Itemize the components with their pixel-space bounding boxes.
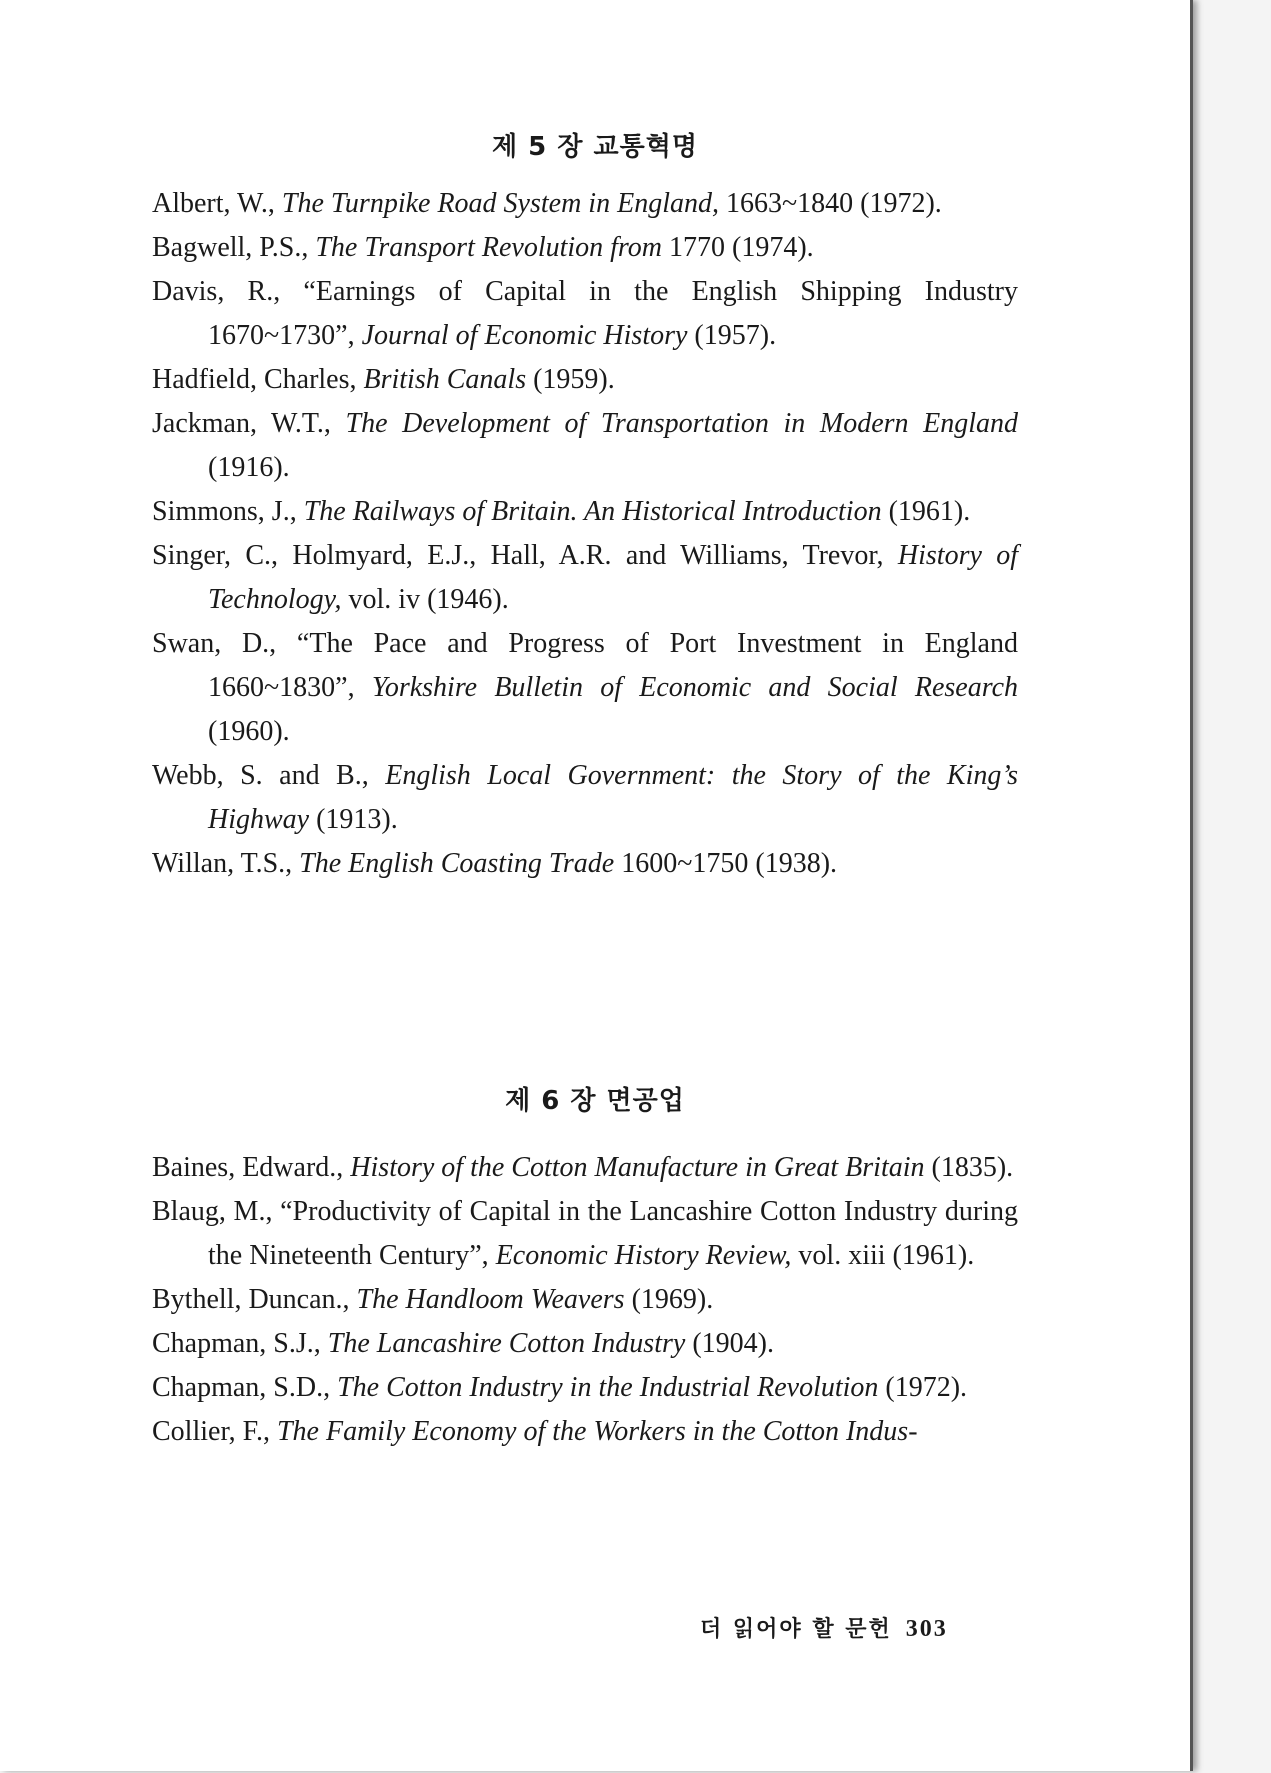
bib-entry: Blaug, M., “Productivity of Capital in the Lancashire Cotton Industry during the Nineteenth Century”, Economic History Review, vol. xiii (1961).	[152, 1196, 1018, 1271]
bib-entry: Simmons, J., The Railways of Britain. An Historical Introduction (1961).	[152, 496, 971, 527]
bib-entry: Chapman, S.J., The Lancashire Cotton Industry (1904).	[152, 1328, 774, 1359]
page-number: 303	[905, 1616, 948, 1642]
bib-entry: Albert, W., The Turnpike Road System in England, 1663~1840 (1972).	[152, 188, 942, 219]
bibliography-list-chapter-5	[152, 182, 1018, 886]
bibliography-list-chapter-6	[152, 1146, 1018, 1454]
bib-entry: Jackman, W.T., The Development of Transportation in Modern England (1916).	[152, 408, 1018, 483]
chapter-6-heading: 제 6 장 면공업	[505, 1086, 685, 1116]
bib-entry: Swan, D., “The Pace and Progress of Port Investment in England 1660~1830”, Yorkshire Bulletin of Economic and Social Research (1960).	[152, 628, 1018, 747]
bib-entry: Bagwell, P.S., The Transport Revolution from 1770 (1974).	[152, 232, 814, 263]
bib-entry: Bythell, Duncan., The Handloom Weavers (1969).	[152, 1284, 714, 1315]
bib-entry: Singer, C., Holmyard, E.J., Hall, A.R. and Williams, Trevor, History of Technology, vol. iv (1946).	[152, 540, 1019, 615]
bib-entry: Baines, Edward., History of the Cotton Manufacture in Great Britain (1835).	[152, 1152, 1014, 1183]
bib-entry: Collier, F., The Family Economy of the Workers in the Cotton Indus-	[152, 1416, 918, 1447]
running-footer	[700, 1612, 948, 1643]
bib-entry: Webb, S. and B., English Local Government: the Story of the King’s Highway (1913).	[152, 760, 1018, 835]
bib-entry: Hadfield, Charles, British Canals (1959).	[152, 364, 615, 395]
bib-entry: Chapman, S.D., The Cotton Industry in the Industrial Revolution (1972).	[152, 1372, 968, 1403]
footer-title: 더 읽어야 할 문헌	[700, 1616, 892, 1642]
bib-entry: Willan, T.S., The English Coasting Trade 1600~1750 (1938).	[152, 848, 838, 879]
chapter-5-heading: 제 5 장 교통혁명	[492, 132, 698, 162]
bib-entry: Davis, R., “Earnings of Capital in the English Shipping Industry 1670~1730”, Journal of Economic History (1957).	[152, 276, 1018, 351]
